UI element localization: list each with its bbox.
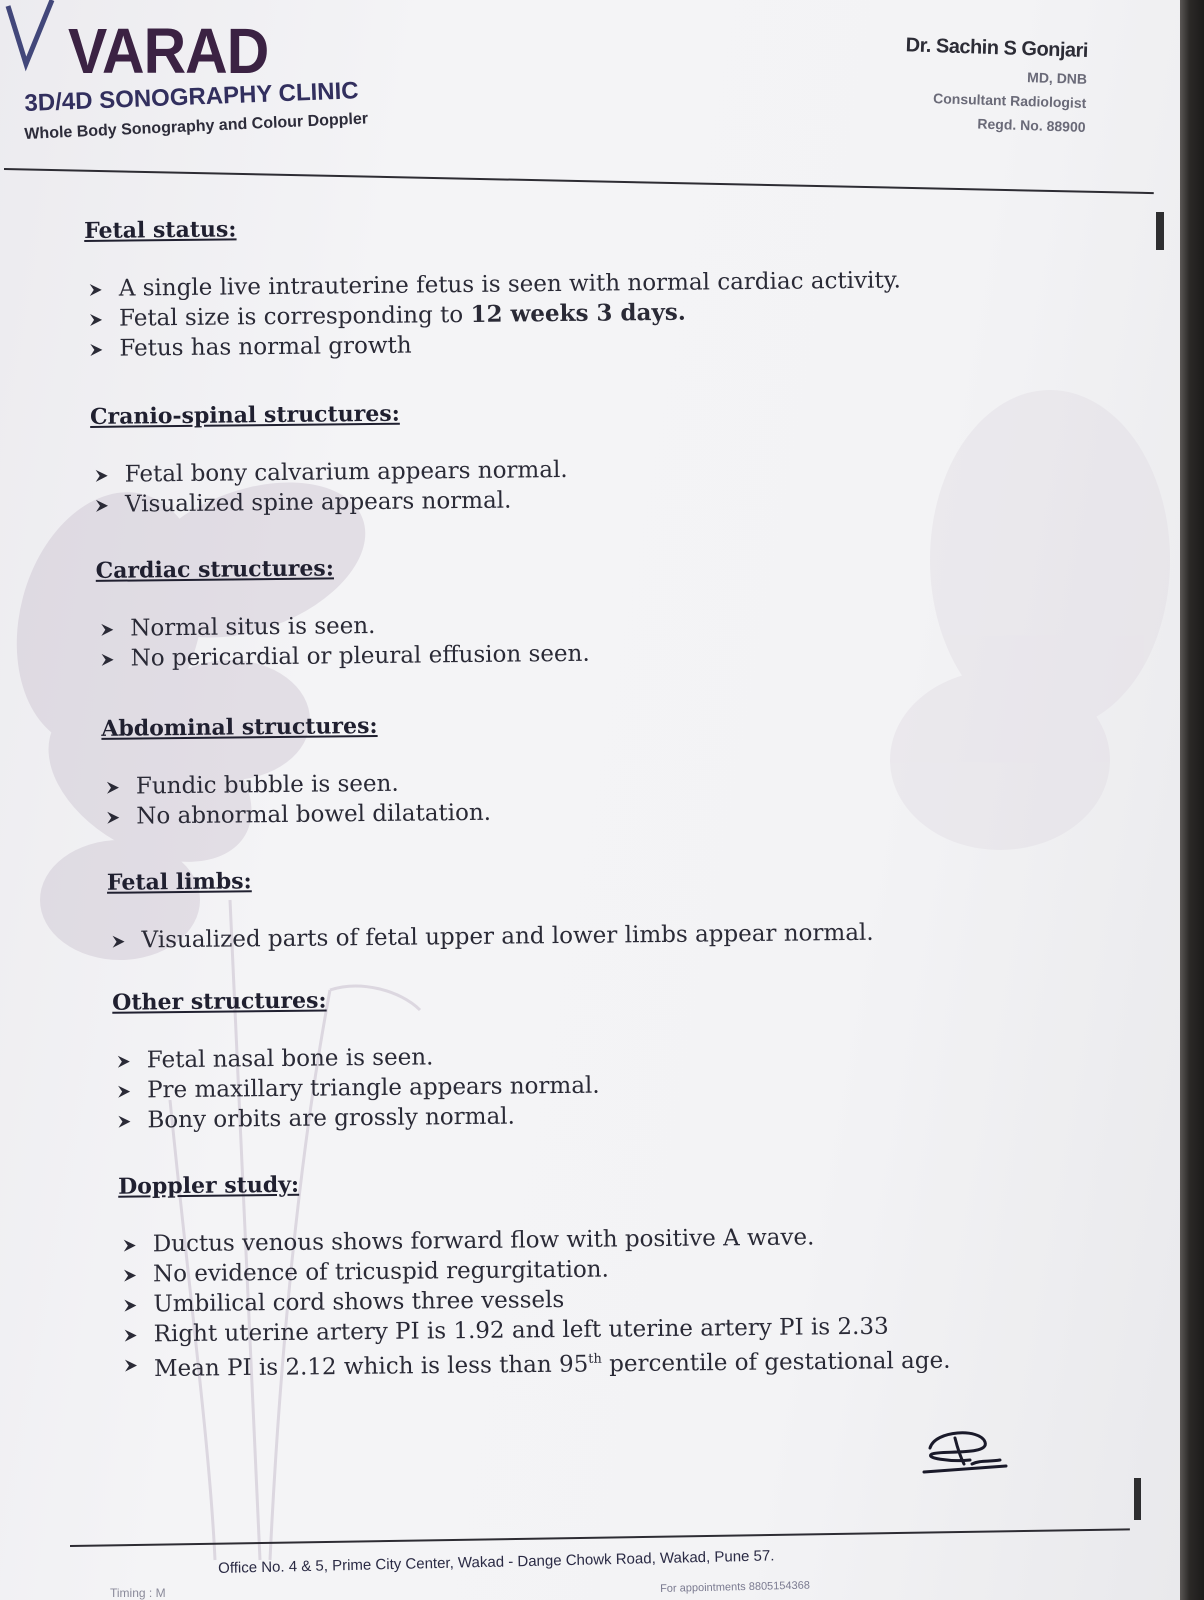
arrow-bullet-icon	[117, 1115, 131, 1129]
list-item: No pericardial or pleural effusion seen.	[100, 635, 988, 674]
arrow-bullet-icon	[106, 781, 120, 795]
edge-mark	[1134, 1478, 1141, 1520]
list-item: Fetal bony calvarium appears normal.	[95, 451, 987, 490]
doctor-name: Dr. Sachin S Gonjari	[905, 34, 1088, 62]
arrow-bullet-icon	[123, 1299, 137, 1313]
footer-appointments: For appointments 8805154368	[660, 1579, 811, 1595]
list-item: Fetal size is corresponding to 12 weeks 3 days.	[89, 295, 985, 334]
arrow-bullet-icon	[89, 343, 103, 357]
header-divider	[4, 168, 1154, 194]
section-title: Cranio-spinal structures:	[89, 400, 400, 430]
arrow-bullet-icon	[117, 1055, 131, 1069]
doctor-reg: Regd. No. 88900	[976, 115, 1086, 135]
clinic-name: VARAD	[68, 15, 269, 87]
arrow-bullet-icon	[124, 1358, 138, 1372]
footer-timing: Timing : M	[110, 1586, 166, 1600]
list-item: Ductus venous shows forward flow with positive A wave.	[123, 1221, 995, 1260]
doctor-info	[903, 34, 1088, 135]
footer-address: Office No. 4 & 5, Prime City Center, Wakad - Dange Chowk Road, Wakad, Pune 57.	[218, 1547, 775, 1577]
arrow-bullet-icon	[117, 1085, 131, 1099]
list-item: Visualized spine appears normal.	[95, 481, 987, 520]
list-item: Bony orbits are grossly normal.	[117, 1097, 993, 1136]
section-title: Cardiac structures:	[95, 555, 335, 584]
list-item: Visualized parts of fetal upper and lower limbs appear normal.	[111, 917, 991, 956]
section-other	[112, 981, 993, 1136]
doctor-degree: MD, DNB	[1026, 69, 1088, 87]
arrow-bullet-icon	[89, 283, 103, 297]
page-edge-shadow	[1180, 0, 1204, 1600]
report-body	[84, 209, 996, 1385]
section-title: Other structures:	[112, 987, 327, 1016]
list-item: Umbilical cord shows three vessels	[123, 1281, 995, 1320]
doctor-title: Consultant Radiologist	[932, 90, 1087, 111]
list-item: No abnormal bowel dilatation.	[106, 793, 990, 832]
section-fetal-limbs	[107, 861, 992, 956]
arrow-bullet-icon	[95, 499, 109, 513]
arrow-bullet-icon	[95, 469, 109, 483]
section-doppler	[118, 1165, 996, 1385]
list-item: Fundic bubble is seen.	[106, 763, 990, 802]
clinic-subtitle: 3D/4D SONOGRAPHY CLINIC	[24, 77, 360, 117]
section-cranio-spinal	[90, 395, 987, 520]
section-fetal-status	[84, 209, 985, 364]
edge-mark	[1156, 212, 1164, 250]
section-abdominal	[101, 707, 990, 832]
arrow-bullet-icon	[89, 313, 103, 327]
section-title: Doppler study:	[118, 1171, 300, 1200]
arrow-bullet-icon	[100, 623, 114, 637]
arrow-bullet-icon	[123, 1239, 137, 1253]
logo-v-icon	[4, 0, 64, 80]
arrow-bullet-icon	[124, 1328, 138, 1342]
arrow-bullet-icon	[112, 935, 126, 949]
section-title: Fetal status:	[84, 216, 237, 244]
arrow-bullet-icon	[101, 653, 115, 667]
section-title: Fetal limbs:	[106, 868, 252, 896]
list-item: Pre maxillary triangle appears normal.	[117, 1067, 993, 1106]
section-title: Abdominal structures:	[101, 712, 378, 742]
footer-divider	[70, 1528, 1130, 1546]
list-item: Mean PI is 2.12 which is less than 95th percentile of gestational age.	[124, 1341, 996, 1385]
list-item: Fetal nasal bone is seen.	[117, 1037, 993, 1076]
list-item: A single live intrauterine fetus is seen with normal cardiac activity.	[89, 265, 985, 304]
list-item: Fetus has normal growth	[89, 325, 985, 364]
clinic-tagline: Whole Body Sonography and Colour Doppler	[24, 110, 369, 143]
arrow-bullet-icon	[123, 1269, 137, 1283]
list-item: Normal situs is seen.	[100, 605, 988, 644]
list-item: Right uterine artery PI is 1.92 and left uterine artery PI is 2.33	[124, 1311, 996, 1350]
arrow-bullet-icon	[106, 811, 120, 825]
section-cardiac	[96, 549, 989, 674]
list-item: No evidence of tricuspid regurgitation.	[123, 1251, 995, 1290]
signature-image	[910, 1420, 1020, 1490]
